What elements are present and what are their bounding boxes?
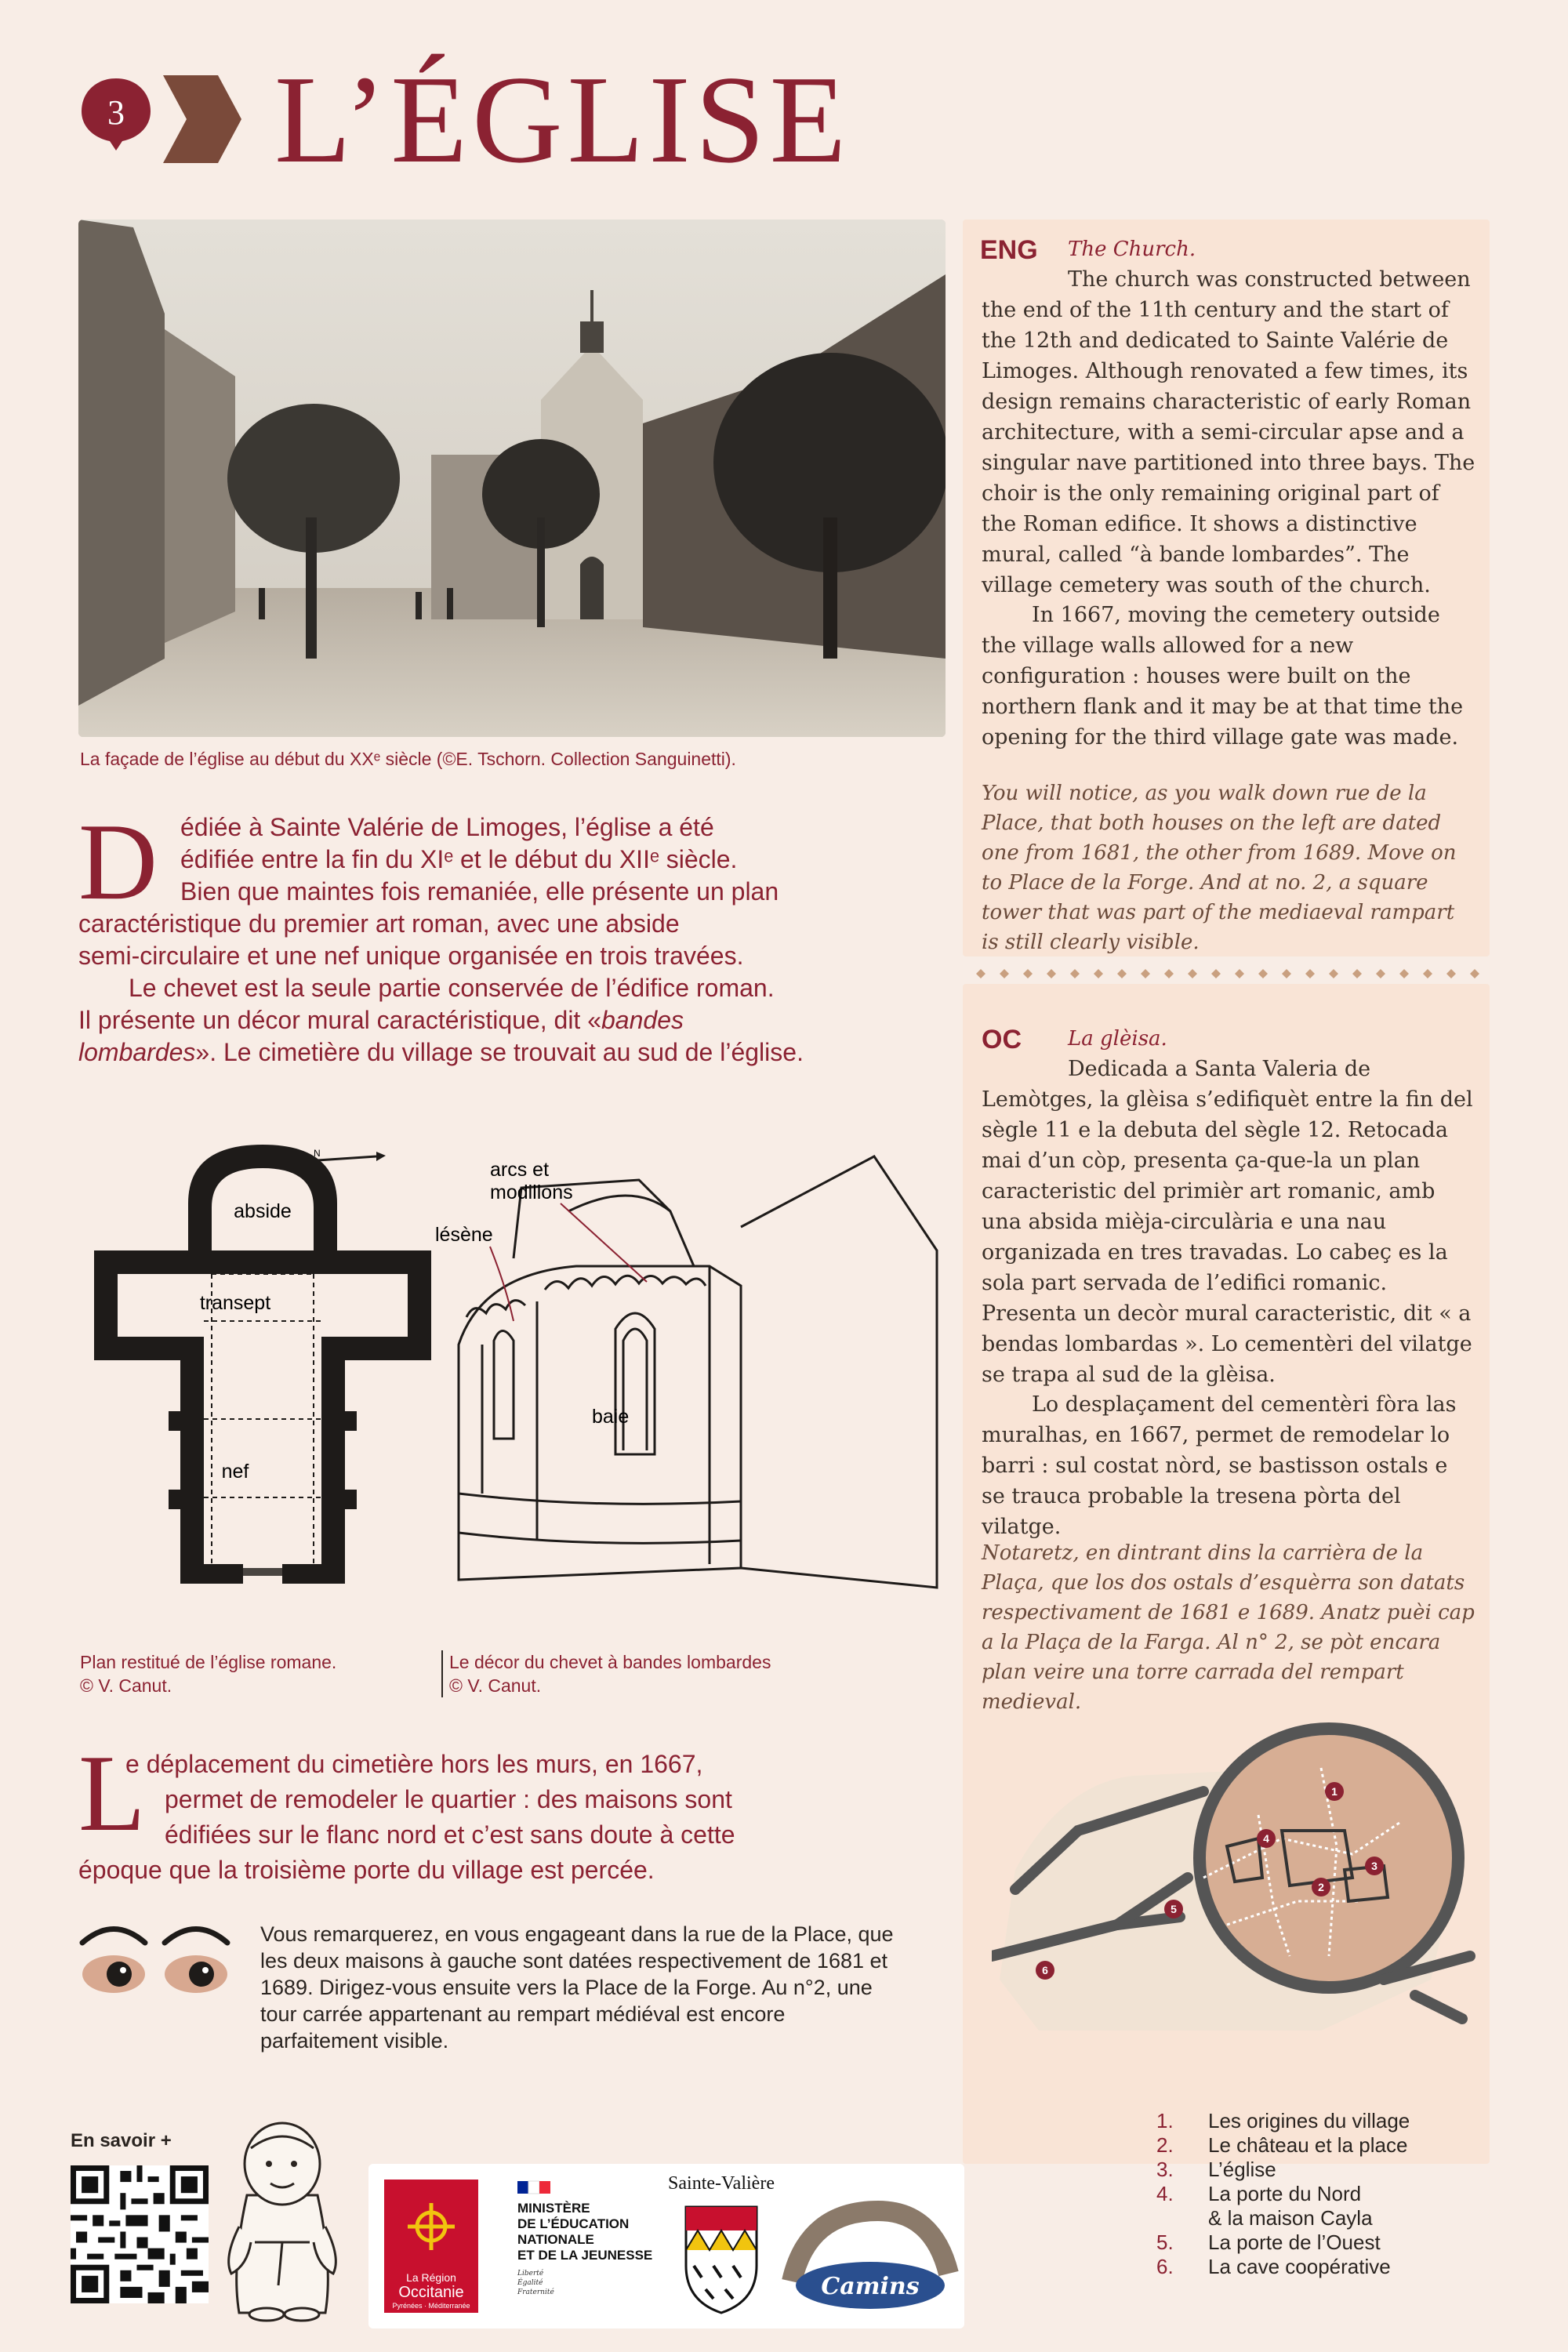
para2-drop-cap: L	[78, 1733, 146, 1854]
map-marker-1: 1	[1331, 1785, 1338, 1798]
legend-item	[1156, 2182, 1486, 2206]
legend-number: 1.	[1156, 2109, 1174, 2132]
intro-line: édifiée entre la fin du XIᵉ et le début du XIIᵉ siècle.	[180, 845, 738, 873]
eng-paragraph-2: In 1667, moving the cemetery outside the village walls allowed for a new configuration : houses were built on the northern flank and it may be at that time the opening for the third village gate was made.	[982, 603, 1464, 750]
apse-label-lesene: lésène	[435, 1224, 493, 1246]
plan-caption-line: Plan restitué de l’église romane.	[80, 1652, 337, 1672]
apse-caption-line: Le décor du chevet à bandes lombardes	[449, 1652, 771, 1672]
legend-item	[1156, 2206, 1486, 2230]
village-map	[992, 1721, 1478, 2034]
apse-drawing	[435, 1141, 941, 1595]
caption-divider	[441, 1650, 443, 1697]
apse-label-baie: baie	[592, 1406, 630, 1428]
legend-item	[1156, 2255, 1486, 2279]
legend-label: La porte de l’Ouest	[1208, 2230, 1381, 2254]
map-marker-6: 6	[1042, 1964, 1048, 1976]
ministry-line-4: ET DE LA JEUNESSE	[517, 2248, 653, 2263]
legend-number: 6.	[1156, 2255, 1174, 2278]
oc-paragraph-2: Lo desplaçament del cementèri fòra las muralhas, en 1667, permet de remodelar lo barri : sul costat nòrd, se bastisson ostals e se trauca probable la tresena pòrta del vilatge.	[982, 1392, 1457, 1539]
legend-label: Les origines du village	[1208, 2109, 1410, 2132]
oc-paragraph-1: Dedicada a Santa Valeria de Lemòtges, la glèisa s’edifiquèt entre la fin del sègle 11 e la debuta del sègle 12. Retocada mai d’un còp, presenta ça-que-la un plan caracteristic del primièr art romanic, amb una absida mièja-circulària e una nau organizada en tres travadas. Lo cabeç es la sola part servada de l’edifici romanic. Presenta un decòr mural caracteristic, dit « a bendas lombardas ». Lo cementèri del vilatge se trapa al sud de la glèisa.	[982, 1057, 1473, 1387]
legend-number: 3.	[1156, 2158, 1174, 2181]
map-marker-3: 3	[1371, 1860, 1377, 1872]
intro-drop-cap: D	[78, 801, 158, 923]
plan-caption-line: © V. Canut.	[80, 1675, 172, 1696]
decorative-divider	[968, 966, 1486, 982]
intro-line	[78, 1036, 949, 1069]
legend-label: La porte du Nord	[1208, 2182, 1362, 2205]
legend-label: & la maison Cayla	[1208, 2206, 1373, 2230]
ministry-line-1: MINISTÈRE	[517, 2201, 590, 2216]
intro-italic: bandes	[601, 1006, 684, 1034]
legend-item	[1156, 2133, 1486, 2158]
motto-3: Fraternité	[517, 2288, 554, 2296]
apse-caption	[449, 1650, 935, 1697]
church-photo	[78, 220, 946, 737]
region-text-3: Pyrénées · Méditerranée	[392, 2302, 470, 2310]
intro-text: Il présente un décor mural caractéristique, dit «	[78, 1006, 601, 1034]
legend-number	[1156, 2206, 1208, 2230]
plan-caption	[80, 1650, 425, 1697]
marianne-flag-icon	[517, 2181, 550, 2194]
region-text-2: Occitanie	[398, 2284, 464, 2301]
step-number: 3	[107, 93, 125, 132]
north-arrow-icon	[314, 1148, 386, 1161]
plan-label-abside: abside	[234, 1200, 292, 1222]
observation-note: Vous remarquerez, en vous engageant dans la rue de la Place, que les deux maisons à gauche sont datées respectivement de 1681 et 1689. Dirigez-vous ensuite vers la Place de la Forge. Au n°2, une tour carrée appartenant au rempart médiéval est encore parfaitement visible.	[260, 1922, 894, 2053]
eng-heading: The Church.	[1068, 238, 1196, 261]
intro-paragraph	[78, 811, 949, 1069]
intro-line	[78, 1004, 949, 1036]
page-title: L’ÉGLISE	[274, 49, 851, 189]
camins-text: Camins	[821, 2273, 920, 2300]
monk-illustration	[216, 2109, 349, 2328]
legend-label: L’église	[1208, 2158, 1276, 2181]
intro-line: édiée à Sainte Valérie de Limoges, l’église a été	[180, 813, 714, 841]
eng-paragraph-1: The church was constructed between the end of the 11th century and the start of the 12th and dedicated to Sainte Valérie de Limoges. Although renovated a few times, its design remains characteristic of early Roman architecture, with a semi-circular apse and a singular nave partitioned into three bays. The choir is the only remaining original part of the Roman edifice. It shows a distinctive mural, called “à bande lombardes”. The village cemetery was south of the church.	[982, 267, 1475, 597]
intro-text: ». Le cimetière du village se trouvait au sud de l’église.	[195, 1038, 804, 1066]
para2-line: e déplacement du cimetière hors les murs, en 1667,	[125, 1750, 703, 1778]
eyes-icon	[78, 1919, 235, 2005]
intro-line: Bien que maintes fois remaniée, elle présente un plan	[180, 877, 779, 906]
motto-2: Égalité	[517, 2279, 543, 2287]
arrow-icon	[163, 75, 241, 163]
para2-line: époque que la troisième porte du village est percée.	[78, 1856, 655, 1884]
apse-label-arcs: arcs et	[490, 1159, 550, 1181]
map-marker-4: 4	[1263, 1832, 1269, 1845]
more-info-label: En savoir +	[71, 2130, 172, 2151]
intro-line: semi-circulaire et une nef unique organisée en trois travées.	[78, 942, 744, 970]
oc-heading: La glèisa.	[1068, 1027, 1167, 1051]
map-marker-5: 5	[1171, 1903, 1177, 1915]
para2-line: édifiées sur le flanc nord et c’est sans doute à cette	[165, 1820, 735, 1849]
partner-logos	[368, 2164, 964, 2328]
ministry-line-3: NATIONALE	[517, 2232, 594, 2247]
legend-number: 5.	[1156, 2230, 1174, 2254]
para2-line: permet de remodeler le quartier : des maisons sont	[165, 1785, 732, 1813]
map-marker-2: 2	[1318, 1881, 1324, 1893]
intro-line: Le chevet est la seule partie conservée de l’édifice roman.	[129, 974, 775, 1002]
town-name: Sainte-Valière	[668, 2173, 775, 2194]
plan-label-nef: nef	[221, 1461, 249, 1483]
church-photo-image	[78, 220, 946, 737]
motto-1: Liberté	[517, 2270, 544, 2278]
ministry-line-2: DE L’ÉDUCATION	[517, 2216, 630, 2231]
camins-logo	[792, 2211, 949, 2309]
map-legend	[1156, 2109, 1486, 2279]
legend-label: Le château et la place	[1208, 2133, 1408, 2157]
oc-note: Notaretz, en dintrant dins la carrièra de la Plaça, que los dos ostals d’esquèrra son datats respectivament de 1681 e 1689. Anatz puèi cap a la Plaça de la Farga. Al n° 2, se pòt encara plan veire una torre carrada del rempart medieval.	[982, 1541, 1475, 1714]
legend-number: 2.	[1156, 2133, 1174, 2157]
eng-language-code: ENG	[980, 235, 1038, 265]
step-number-badge	[78, 75, 154, 151]
eng-note: You will notice, as you walk down rue de la Place, that both houses on the left are dated one from 1681, the other from 1689. Move on to Place de la Forge. And at no. 2, a square tower that was part of the mediaeval rampart is still clearly visible.	[982, 782, 1457, 954]
church-plan-drawing	[78, 1141, 447, 1611]
legend-label: La cave coopérative	[1208, 2255, 1391, 2278]
town-coat-of-arms-icon	[686, 2207, 757, 2313]
legend-item	[1156, 2158, 1486, 2182]
plan-label-transept: transept	[199, 1292, 271, 1314]
oc-language-code: OC	[982, 1025, 1022, 1054]
apse-caption-line: © V. Canut.	[449, 1675, 542, 1696]
legend-item	[1156, 2230, 1486, 2255]
para2-paragraph	[78, 1747, 949, 1888]
apse-label-modillons: modillons	[490, 1181, 573, 1203]
photo-caption: La façade de l’église au début du XXᵉ siècle (©E. Tschorn. Collection Sanguinetti).	[80, 749, 736, 769]
partner-logos-strip	[368, 2164, 964, 2328]
north-label: N	[314, 1148, 321, 1159]
intro-line: caractéristique du premier art roman, avec une abside	[78, 909, 680, 938]
legend-number: 4.	[1156, 2182, 1174, 2205]
legend-item	[1156, 2109, 1486, 2133]
qr-code[interactable]	[71, 2165, 209, 2303]
region-text-1: La Région	[406, 2271, 456, 2284]
intro-italic: lombardes	[78, 1038, 196, 1066]
